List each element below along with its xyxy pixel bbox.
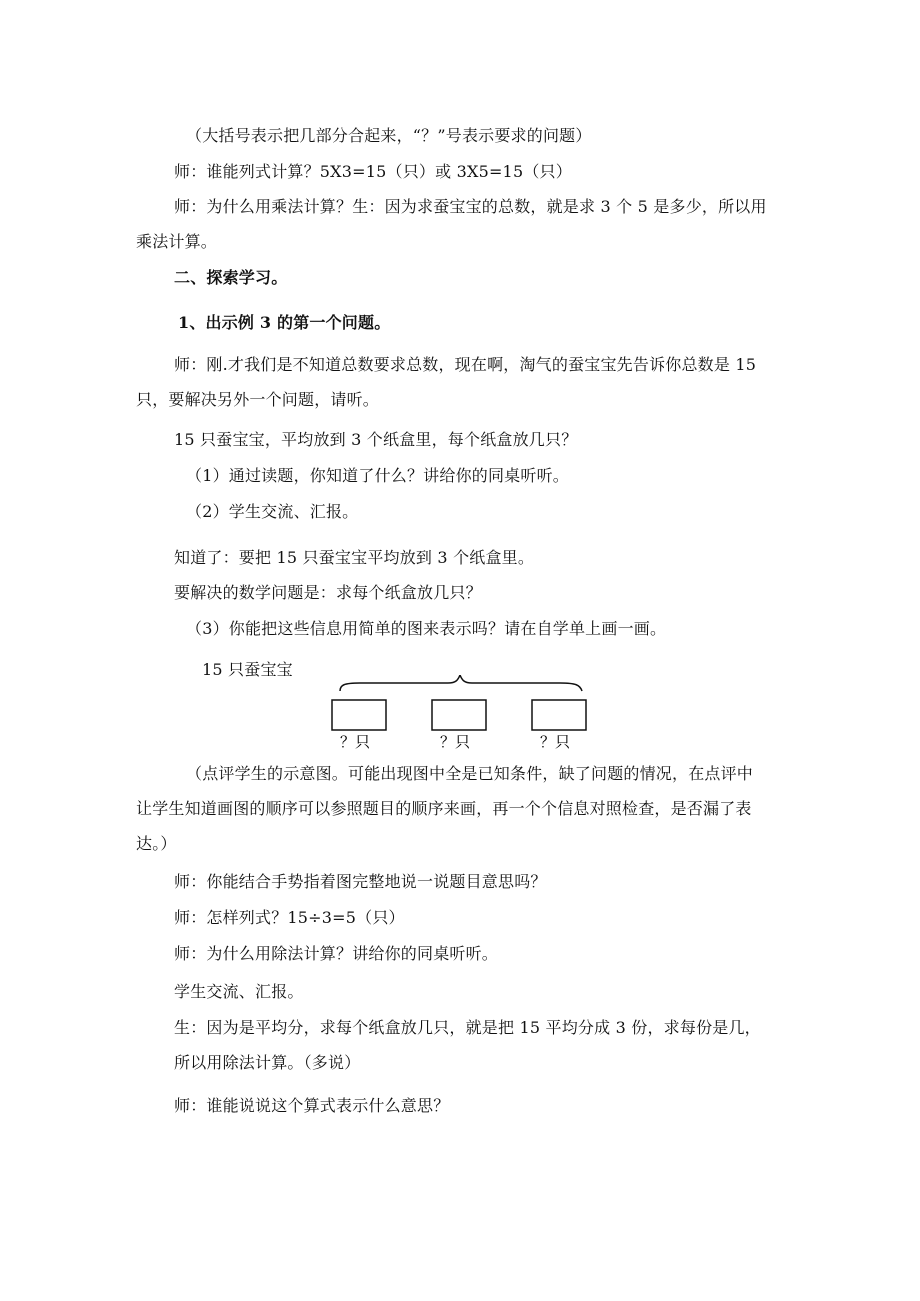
teacher-line-why-multiply-cont: 乘法计算。 bbox=[136, 232, 218, 251]
student-answer-cont: 所以用除法计算。（多说） bbox=[174, 1053, 361, 1072]
section-heading-explore: 二、探索学习。 bbox=[174, 268, 288, 287]
teacher-line-why-multiply: 师：为什么用乘法计算？生：因为求蚕宝宝的总数，就是求 3 个 5 是多少，所以用 bbox=[174, 197, 767, 216]
box-1 bbox=[332, 700, 386, 730]
problem-statement: 15 只蚕宝宝，平均放到 3 个纸盒里，每个纸盒放几只？ bbox=[174, 430, 578, 449]
comment-line-1: （点评学生的示意图。可能出现图中全是已知条件，缺了问题的情况，在点评中 bbox=[186, 764, 754, 783]
teacher-line-gesture: 师：你能结合手势指着图完整地说一说题目意思吗？ bbox=[174, 872, 547, 891]
step-1: （1）通过读题，你知道了什么？讲给你的同桌听听。 bbox=[186, 466, 569, 485]
curly-brace bbox=[340, 675, 582, 691]
division-diagram bbox=[320, 675, 600, 755]
comment-line-3: 达。） bbox=[136, 834, 177, 853]
subheading-example-3: 1、出示例 3 的第一个问题。 bbox=[178, 313, 391, 332]
box-1-label: ？只 bbox=[340, 733, 371, 751]
teacher-line-why-divide: 师：为什么用除法计算？讲给你的同桌听听。 bbox=[174, 944, 499, 963]
box-3-label: ？只 bbox=[540, 733, 571, 751]
students-report: 学生交流、汇报。 bbox=[174, 982, 304, 1001]
diagram-total-label: 15 只蚕宝宝 bbox=[202, 660, 293, 679]
note-brace-meaning: （大括号表示把几部分合起来，“？”号表示要求的问题） bbox=[186, 126, 592, 145]
teacher-line-intro-cont: 只，要解决另外一个问题，请听。 bbox=[136, 390, 380, 409]
teacher-line-formula: 师：谁能列式计算？5X3=15（只）或 3X5=15（只） bbox=[174, 162, 572, 181]
box-3 bbox=[532, 700, 586, 730]
box-2-label: ？只 bbox=[440, 733, 471, 751]
teacher-line-intro: 师：刚.才我们是不知道总数要求总数，现在啊，淘气的蚕宝宝先告诉你总数是 15 bbox=[174, 355, 757, 374]
student-answer: 生：因为是平均分，求每个纸盒放几只，就是把 15 平均分成 3 份，求每份是几， bbox=[174, 1018, 761, 1037]
step-2: （2）学生交流、汇报。 bbox=[186, 502, 359, 521]
question-to-solve: 要解决的数学问题是：求每个纸盒放几只？ bbox=[174, 583, 482, 602]
teacher-line-meaning: 师：谁能说说这个算式表示什么意思？ bbox=[174, 1096, 450, 1115]
comment-line-2: 让学生知道画图的顺序可以参照题目的顺序来画，再一个个信息对照检查，是否漏了表 bbox=[136, 799, 752, 818]
teacher-line-division: 师：怎样列式？15÷3=5（只） bbox=[174, 908, 405, 927]
known-info: 知道了：要把 15 只蚕宝宝平均放到 3 个纸盒里。 bbox=[174, 548, 535, 567]
box-2 bbox=[432, 700, 486, 730]
step-3: （3）你能把这些信息用简单的图来表示吗？请在自学单上画一画。 bbox=[186, 619, 667, 638]
